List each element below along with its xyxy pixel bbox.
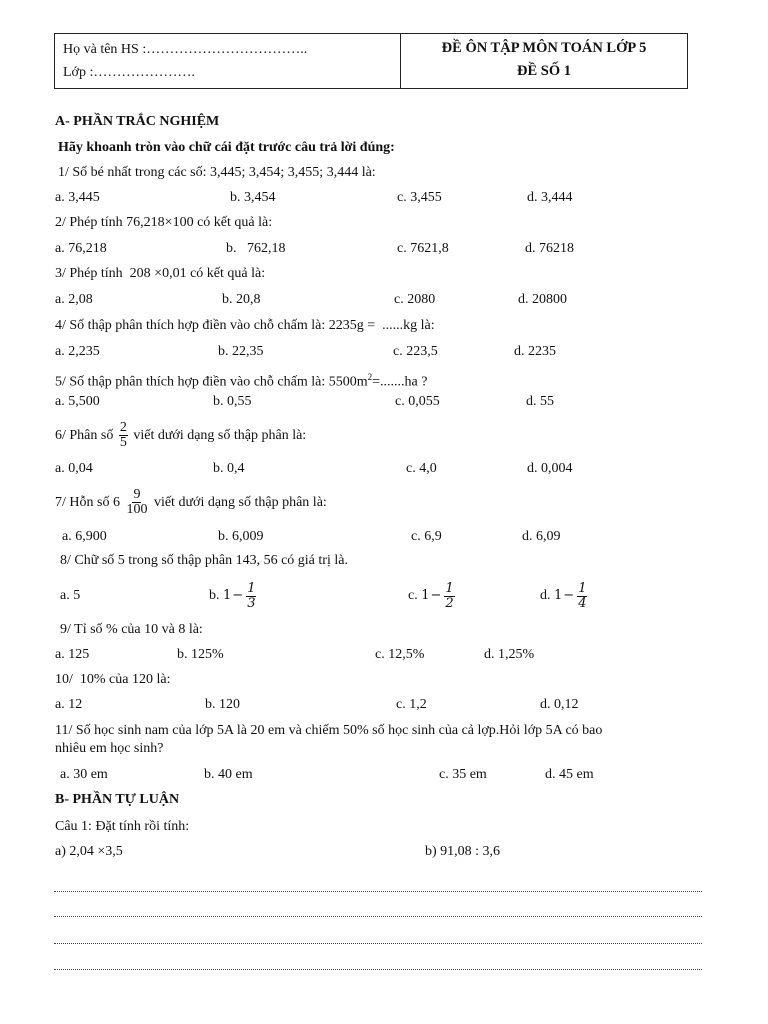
answer-line-3 (54, 943, 702, 944)
part-b-q1a: a) 2,04 ×3,5 (55, 844, 123, 859)
q7-option-a: a. 6,900 (62, 529, 107, 544)
class-line: Lớp :…………………. (63, 65, 195, 80)
q6-option-c: c. 4,0 (406, 461, 437, 476)
question-7 (55, 485, 327, 521)
q8-option-d-label: d. (540, 588, 551, 603)
q6-text-before: 6/ Phân số (55, 428, 114, 443)
question-3: 3/ Phép tính 208 ×0,01 có kết quả là: (55, 266, 266, 281)
q5-superscript: 2 (367, 372, 373, 382)
q3-option-c: c. 2080 (394, 292, 436, 307)
q7-option-d: d. 6,09 (522, 529, 561, 544)
q2-option-c: c. 7621,8 (397, 241, 449, 256)
q3-option-d: d. 20800 (518, 292, 567, 307)
q8-b-minus: − (232, 588, 244, 603)
q5-option-b: b. 0,55 (213, 394, 252, 409)
q8-d-denominator: 4 (578, 595, 587, 611)
q7-option-b: b. 6,009 (218, 529, 264, 544)
part-a-title: A- PHẦN TRẮC NGHIỆM (55, 114, 220, 129)
question-8: 8/ Chữ số 5 trong số thập phân 143, 56 có giá trị là. (60, 553, 348, 568)
header-box (54, 33, 688, 89)
q3-option-a: a. 2,08 (55, 292, 93, 307)
exam-title-block (401, 34, 687, 88)
q5-option-a: a. 5,500 (55, 394, 100, 409)
q7-fraction (125, 488, 148, 517)
answer-line-1 (54, 891, 702, 892)
q7-fraction-numerator: 9 (133, 487, 141, 503)
q1-option-b: b. 3,454 (230, 190, 276, 205)
q6-fraction (119, 421, 128, 450)
q8-option-b-expression (223, 578, 258, 614)
q11-option-a: a. 30 em (60, 767, 108, 782)
answer-line-2 (54, 916, 702, 917)
q10-option-b: b. 120 (205, 697, 240, 712)
q8-option-c-label: c. (408, 588, 418, 603)
q8-d-one: 1 (554, 588, 563, 603)
q5-text-before: 5/ Số thập phân thích hợp điền vào chỗ chấm là: 5500m (55, 374, 368, 390)
q8-option-b-label: b. (209, 588, 220, 603)
q1-option-c: c. 3,455 (397, 190, 442, 205)
q8-d-numerator: 1 (578, 580, 587, 596)
q8-b-numerator: 1 (247, 580, 256, 596)
q6-option-b: b. 0,4 (213, 461, 245, 476)
q10-option-a: a. 12 (55, 697, 83, 712)
q3-option-b: b. 20,8 (222, 292, 261, 307)
question-4: 4/ Số thập phân thích hợp điền vào chỗ chấm là: 2235g = ......kg là: (55, 318, 435, 333)
part-b-q1b: b) 91,08 : 3,6 (425, 844, 501, 859)
q7-text-after: viết dưới dạng số thập phân là: (153, 495, 327, 510)
exam-number: ĐỀ SỐ 1 (517, 63, 571, 79)
question-6 (55, 418, 306, 454)
q1-option-d: d. 3,444 (527, 190, 573, 205)
answer-line-4 (54, 969, 702, 970)
q6-option-a: a. 0,04 (55, 461, 93, 476)
q7-option-c: c. 6,9 (411, 529, 442, 544)
q10-option-d: d. 0,12 (540, 697, 579, 712)
q6-fraction-numerator: 2 (119, 420, 127, 436)
q1-option-a: a. 3,445 (55, 190, 100, 205)
part-b-question-1: Câu 1: Đặt tính rồi tính: (55, 819, 190, 834)
part-a-instruction: Hãy khoanh tròn vào chữ cái đặt trước câu trả lời đúng: (58, 140, 395, 155)
q5-option-d: d. 55 (526, 394, 554, 409)
question-2: 2/ Phép tính 76,218×100 có kết quả là: (55, 215, 273, 230)
q8-option-b (209, 578, 258, 614)
question-1: 1/ Số bé nhất trong các số: 3,445; 3,454; 3,455; 3,444 là: (58, 165, 376, 180)
q11-option-b: b. 40 em (204, 767, 253, 782)
q7-text-before: 7/ Hỗn số 6 (55, 495, 120, 510)
q5-option-c: c. 0,055 (395, 394, 440, 409)
q8-option-a: a. 5 (60, 588, 81, 603)
q9-option-d: d. 1,25% (484, 647, 535, 662)
q8-c-numerator: 1 (445, 580, 454, 596)
student-name-line: Họ và tên HS :…………………………….. (63, 42, 308, 57)
q8-c-one: 1 (421, 588, 430, 603)
question-11-line-1: 11/ Số học sinh nam của lớp 5A là 20 em và chiếm 50% số học sinh của cả lợp.Hỏi lớp 5A có bao (55, 723, 603, 738)
q9-option-c: c. 12,5% (375, 647, 425, 662)
q2-option-b: b. 762,18 (226, 241, 286, 256)
q8-b-fraction (246, 582, 256, 611)
q2-option-d: d. 76218 (525, 241, 574, 256)
q9-option-a: a. 125 (55, 647, 90, 662)
q8-b-one: 1 (223, 588, 232, 603)
q8-option-c-expression (421, 578, 456, 614)
question-5 (55, 368, 427, 392)
q8-option-c (408, 578, 457, 614)
q8-option-d (540, 578, 589, 614)
q6-option-d: d. 0,004 (527, 461, 573, 476)
q8-c-denominator: 2 (445, 595, 454, 611)
q5-text-after: =.......ha ? (372, 374, 428, 390)
q10-option-c: c. 1,2 (396, 697, 427, 712)
q6-text-after: viết dưới dạng số thập phân là: (133, 428, 307, 443)
q4-option-b: b. 22,35 (218, 344, 264, 359)
q4-option-d: d. 2235 (514, 344, 556, 359)
question-9: 9/ Tỉ số % của 10 và 8 là: (60, 622, 203, 637)
part-b-title: B- PHẦN TỰ LUẬN (55, 792, 180, 807)
q8-c-fraction (444, 582, 454, 611)
q8-b-denominator: 3 (247, 595, 256, 611)
q8-d-fraction (577, 582, 587, 611)
q4-option-a: a. 2,235 (55, 344, 100, 359)
question-10: 10/ 10% của 120 là: (55, 672, 171, 687)
student-info (55, 34, 401, 88)
q6-fraction-denominator: 5 (119, 435, 127, 451)
exam-title: ĐỀ ÔN TẬP MÔN TOÁN LỚP 5 (441, 40, 647, 56)
q8-d-minus: − (563, 588, 575, 603)
q8-option-d-expression (554, 578, 589, 614)
q11-option-c: c. 35 em (439, 767, 487, 782)
q8-c-minus: − (430, 588, 442, 603)
q11-option-d: d. 45 em (545, 767, 594, 782)
question-11-line-2: nhiêu em học sinh? (55, 741, 164, 756)
q9-option-b: b. 125% (177, 647, 224, 662)
q4-option-c: c. 223,5 (393, 344, 438, 359)
q7-fraction-denominator: 100 (126, 502, 148, 518)
q2-option-a: a. 76,218 (55, 241, 107, 256)
